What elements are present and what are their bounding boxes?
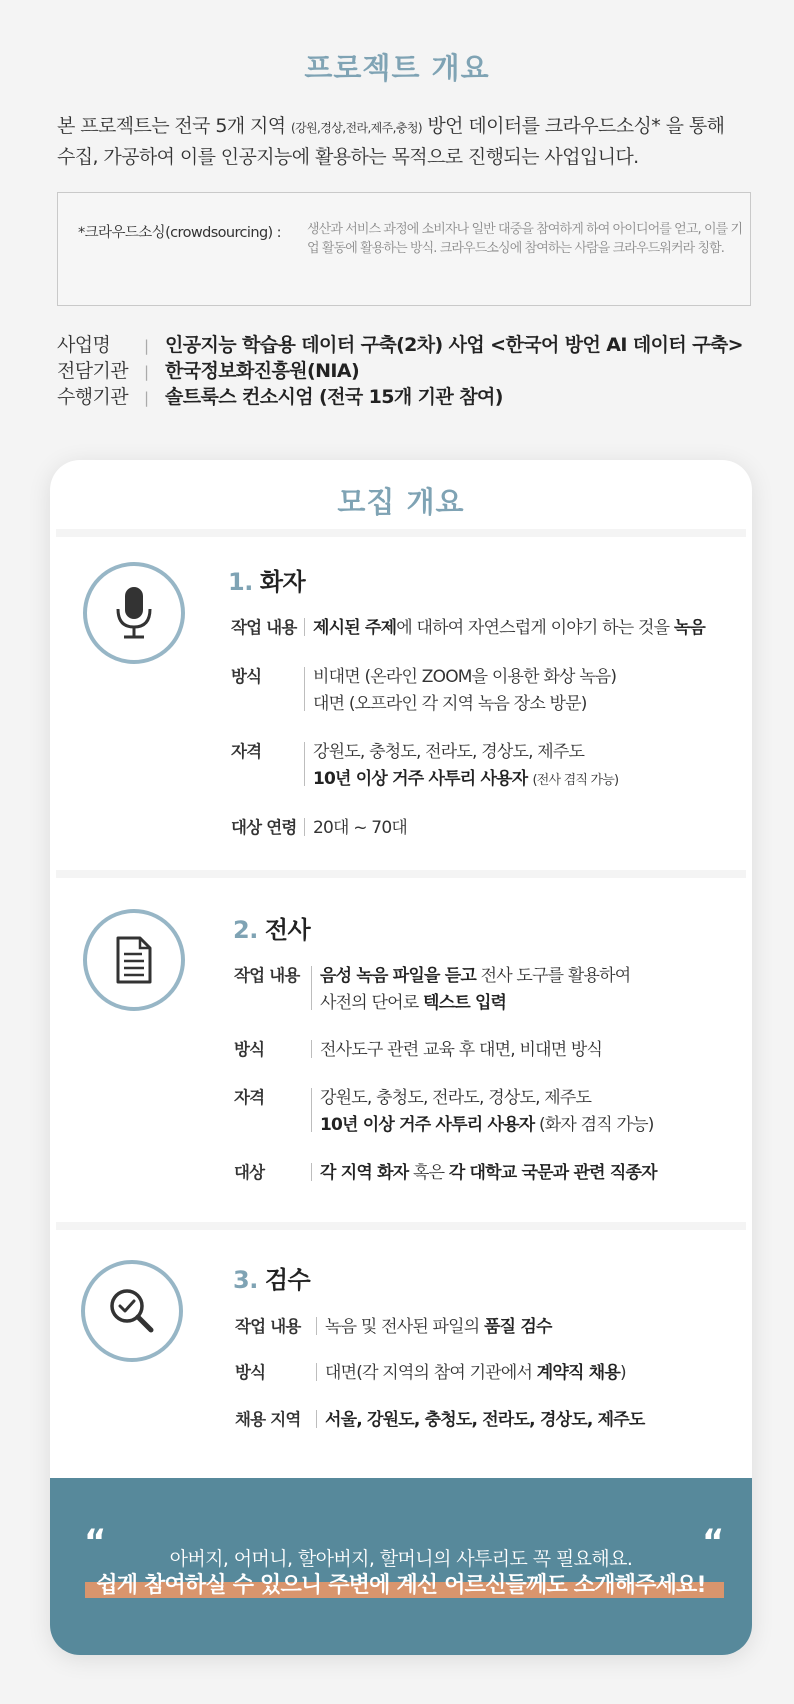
microphone-icon [112,585,156,641]
recruit-card [50,460,752,1655]
row-label: 작업 내용 [234,966,300,985]
row-separator [311,1040,312,1058]
info-separator: | [144,337,149,355]
document-circle [83,909,185,1011]
row-value: 녹음 및 전사된 파일의 품질 검수 [325,1317,552,1337]
row-label: 대상 연령 [231,818,297,837]
info-label: 사업명 [57,334,111,356]
info-row-project-name [57,332,743,358]
info-separator: | [144,389,149,407]
magnifier-check-icon [107,1286,157,1336]
section-title-speaker: 1. 화자 [228,568,306,596]
info-label: 전담기관 [57,360,129,382]
row-separator [316,1317,317,1335]
row-separator [304,667,305,711]
quote-mark-left: “ [84,1522,107,1562]
row-label: 자격 [231,742,262,761]
row-label: 작업 내용 [231,618,297,637]
row-label: 방식 [234,1040,265,1059]
row-value: 강원도, 충청도, 전라도, 경상도, 제주도 [313,742,585,762]
row-label: 방식 [235,1363,266,1382]
project-intro [57,112,757,172]
quote-mark-right: “ [702,1522,725,1562]
magnifier-circle [81,1260,183,1362]
microphone-circle [83,562,185,664]
info-separator: | [144,363,149,381]
section-title-review: 3. 검수 [233,1266,311,1294]
info-row-agency [57,358,359,384]
row-label: 대상 [234,1163,265,1182]
row-separator [304,618,305,636]
row-separator [316,1410,317,1428]
definition-text: 생산과 서비스 과정에 소비자나 일반 대중을 참여하게 하여 아이디어를 얻고, 이를 기업 활동에 활용하는 방식. 크라우드소싱에 참여하는 사람을 크라우드워커라 칭함. [307,222,743,256]
info-value: 솔트룩스 컨소시엄 (전국 15개 기관 참여) [165,386,503,408]
row-label: 작업 내용 [235,1317,301,1336]
section-divider [56,529,746,537]
info-label: 수행기관 [57,386,129,408]
row-separator [311,966,312,1010]
row-value: 서울, 강원도, 충청도, 전라도, 경상도, 제주도 [325,1410,645,1430]
row-separator [304,742,305,786]
row-value: 비대면 (온라인 ZOOM을 이용한 화상 녹음) [313,667,617,687]
section-divider [56,870,746,878]
definition-term: *크라우드소싱(crowdsourcing) : [78,225,281,241]
quote-line-2: 쉽게 참여하실 수 있으니 주변에 계신 어르신들께도 소개해주세요! [96,1573,706,1598]
row-value: 제시된 주제에 대하여 자연스럽게 이야기 하는 것을 녹음 [313,618,706,638]
row-value: 20대 ~ 70대 [313,818,407,838]
intro-text: 수집, 가공하여 이를 인공지능에 활용하는 목적으로 진행되는 사업입니다. [57,146,639,168]
recruit-title: 모집 개요 [337,485,465,519]
row-value: 대면(각 지역의 참여 기관에서 계약직 채용) [325,1363,626,1383]
row-value: 10년 이상 거주 사투리 사용자 (화자 겸직 가능) [320,1115,654,1135]
row-separator [311,1088,312,1132]
row-separator [316,1363,317,1381]
intro-regions: (강원,경상,전라,제주,충청) [290,121,422,135]
row-label: 방식 [231,667,262,686]
row-value: 대면 (오프라인 각 지역 녹음 장소 방문) [313,694,587,714]
row-value: 사전의 단어로 텍스트 입력 [320,993,507,1013]
info-value: 한국정보화진흥원(NIA) [165,360,360,382]
row-value: 강원도, 충청도, 전라도, 경상도, 제주도 [320,1088,592,1108]
intro-text: 본 프로젝트는 전국 5개 지역 [57,115,291,137]
row-separator [311,1163,312,1181]
info-value: 인공지능 학습용 데이터 구축(2차) 사업 <한국어 방언 AI 데이터 구축> [165,334,743,356]
intro-text: 방언 데이터를 크라우드소싱* 을 통해 [421,115,725,137]
row-value: 전사도구 관련 교육 후 대면, 비대면 방식 [320,1040,603,1060]
row-label: 채용 지역 [235,1410,301,1429]
row-value: 음성 녹음 파일을 듣고 전사 도구를 활용하여 [320,966,631,986]
project-title: 프로젝트 개요 [304,51,490,85]
document-icon [114,936,154,984]
row-value: 각 지역 화자 혹은 각 대학교 국문과 관련 직종자 [320,1163,657,1183]
quote-band [50,1478,752,1655]
section-title-transcription: 2. 전사 [233,916,311,944]
section-divider [56,1222,746,1230]
row-value: 10년 이상 거주 사투리 사용자 (전사 겸직 가능) [313,769,619,789]
row-separator [304,818,305,836]
quote-line-1: 아버지, 어머니, 할아버지, 할머니의 사투리도 꼭 필요해요. [169,1548,633,1570]
row-label: 자격 [234,1088,265,1107]
info-row-operator [57,384,503,410]
definition-box [57,192,751,306]
